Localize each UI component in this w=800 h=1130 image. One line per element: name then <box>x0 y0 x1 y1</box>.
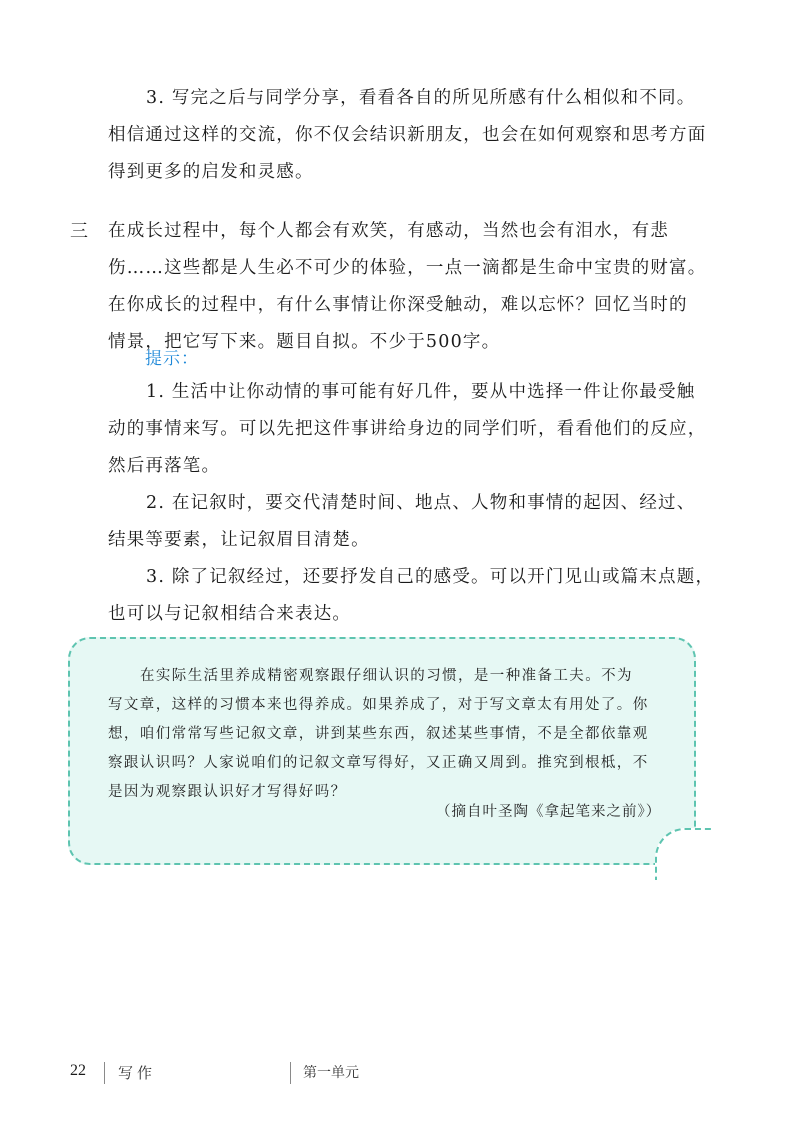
hint-label: 提示： <box>145 349 199 369</box>
text-line: 动的事情来写。可以先把这件事讲给身边的同学们听，看看他们的反应， <box>108 419 707 439</box>
text-line: 情景，把它写下来。题目自拟。不少于500字。 <box>108 332 501 352</box>
quote-line: 察跟认识吗？人家说咱们的记叙文章写得好，又正确又周到。推究到根柢，不 <box>108 755 649 771</box>
text-line: 相信通过这样的交流，你不仅会结识新朋友，也会在如何观察和思考方面 <box>108 125 707 145</box>
text-line: 在成长过程中，每个人都会有欢笑，有感动，当然也会有泪水，有悲 <box>108 221 669 241</box>
exercise-number: 三 <box>70 221 88 242</box>
text-line: 3. 写完之后与同学分享，看看各自的所见所感有什么相似和不同。 <box>146 88 696 108</box>
footer-section: 写作 <box>118 1064 157 1082</box>
quote-line: 想，咱们常常写些记叙文章，讲到某些东西，叙述某些事情，不是全都依靠观 <box>108 726 649 742</box>
text-line: 也可以与记叙相结合来表达。 <box>108 604 352 624</box>
text-line: 1. 生活中让你动情的事可能有好几件，要从中选择一件让你最受触 <box>146 382 696 402</box>
quote-line: 写文章，这样的习惯本来也得养成。如果养成了，对于写文章太有用处了。你 <box>108 697 649 713</box>
quote-line: 在实际生活里养成精密观察跟仔细认识的习惯，是一种准备工夫。不为 <box>140 668 633 684</box>
quote-source: （摘自叶圣陶《拿起笔来之前》） <box>436 804 662 820</box>
quote-box-notch <box>655 828 711 880</box>
page-number: 22 <box>70 1062 86 1079</box>
footer-divider <box>290 1062 291 1084</box>
text-line: 结果等要素，让记叙眉目清楚。 <box>108 530 370 550</box>
text-line: 在你成长的过程中，有什么事情让你深受触动，难以忘怀？回忆当时的 <box>108 295 688 315</box>
text-line: 2. 在记叙时，要交代清楚时间、地点、人物和事情的起因、经过、 <box>146 493 696 513</box>
text-line: 得到更多的启发和灵感。 <box>108 162 314 182</box>
text-line: 然后再落笔。 <box>108 456 221 476</box>
quote-line: 是因为观察跟认识好才写得好吗？ <box>108 784 347 800</box>
text-line: 3. 除了记叙经过，还要抒发自己的感受。可以开门见山或篇末点题， <box>146 567 715 587</box>
footer-divider <box>104 1062 105 1084</box>
quote-text <box>108 662 649 807</box>
footer-unit: 第一单元 <box>303 1065 359 1081</box>
exercise-prompt <box>108 213 706 361</box>
text-line: 伤……这些都是人生必不可少的体验，一点一滴都是生命中宝贵的财富。 <box>108 258 707 278</box>
